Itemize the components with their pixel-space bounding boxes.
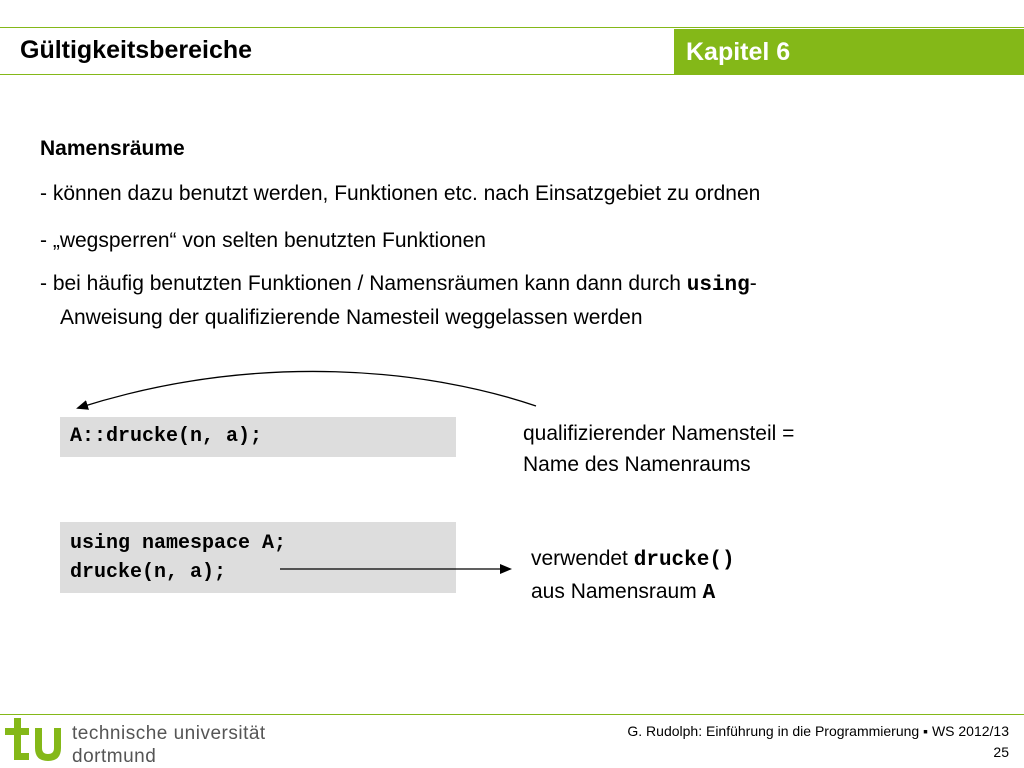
note-1-line-1: qualifizierender Namensteil = (523, 422, 795, 445)
note-2-code-2: A (702, 582, 716, 605)
bullet-1: - können dazu benutzt werden, Funktionen etc. nach Einsatzgebiet zu ordnen (40, 182, 761, 205)
curved-arrow (78, 371, 536, 408)
code-line-3: drucke(n, a); (70, 561, 227, 584)
university-name (72, 722, 266, 768)
footer-rule (0, 714, 1024, 715)
note-2-text: verwendet (531, 547, 634, 570)
university-line-1: technische universität (72, 723, 266, 744)
tu-logo-icon (3, 718, 65, 764)
bullet-3-continuation: Anweisung der qualifizierende Namesteil weggelassen werden (60, 306, 643, 329)
section-heading: Namensräume (40, 137, 185, 160)
note-2-line-2: aus Namensraum (531, 580, 703, 603)
university-line-2: dortmund (72, 746, 157, 767)
chapter-label: Kapitel 6 (674, 29, 1024, 74)
note-2-code: drucke() (633, 549, 735, 572)
code-line-2: using namespace A; (70, 532, 287, 555)
note-1-line-2: Name des Namenraums (523, 453, 751, 476)
footer-info (627, 721, 1009, 763)
code-line-1: A::drucke(n, a); (70, 425, 263, 448)
course-title: G. Rudolph: Einführung in die Programmierung ▪ WS 2012/13 (627, 723, 1009, 739)
bullet-3-text: - bei häufig benutzten Funktionen / Namensräumen kann dann durch (40, 272, 687, 295)
slide-title: Gültigkeitsbereiche (20, 36, 253, 64)
page-number: 25 (993, 744, 1009, 760)
bullet-2: - „wegsperren“ von selten benutzten Funktionen (40, 229, 486, 252)
bullet-3-dash: - (749, 272, 757, 295)
bullet-3-code: using (686, 274, 750, 297)
